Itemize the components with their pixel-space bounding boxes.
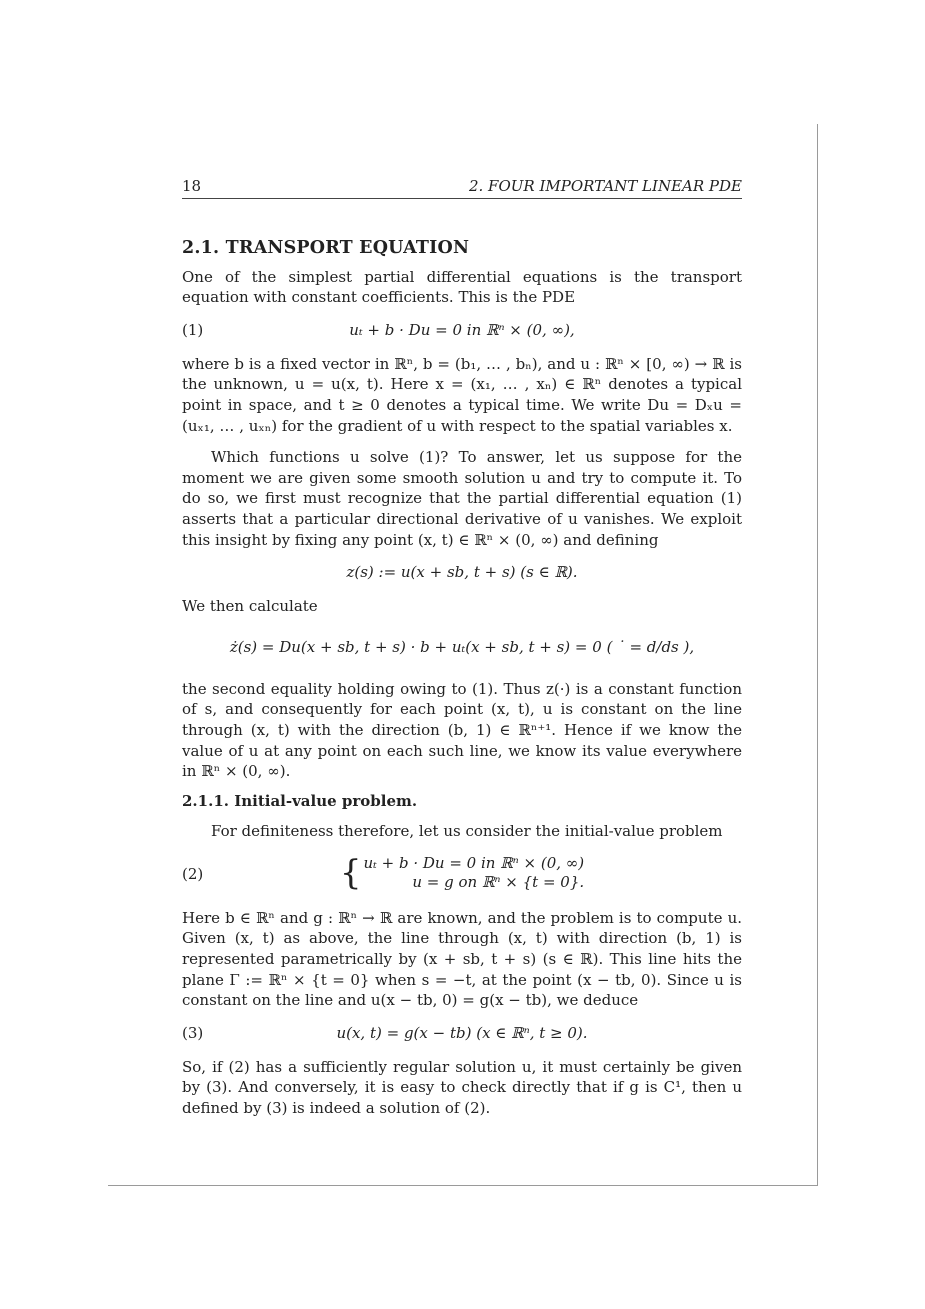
equation-1-body: uₜ + b · Du = 0 in ℝⁿ × (0, ∞),: [349, 320, 575, 339]
equation-zdot-body: ż(s) = Du(x + sb, t + s) · b + uₜ(x + sb, t + s) = 0 ( ˙ = d/ds ),: [229, 637, 695, 656]
equation-2-line-1: uₜ + b · Du = 0 in ℝⁿ × (0, ∞): [363, 853, 585, 872]
header-rule: [182, 198, 742, 199]
page-number: 18: [182, 177, 202, 195]
chapter-title: 2. FOUR IMPORTANT LINEAR PDE: [468, 177, 742, 195]
equation-zdot: [182, 629, 742, 665]
paragraph-solution: Here b ∈ ℝⁿ and g : ℝⁿ → ℝ are known, and the problem is to compute u. Given (x, t) as above, the line through (x, t) with direction (b, 1) is represented parametrically by (x + sb, t + s) (s ∈ ℝ). This line hits the plane Γ := ℝⁿ × {t = 0} when s = −t, at the point (x − tb, 0). Since u is constant on the line and u(x − tb, 0) = g(x − tb), we deduce: [182, 908, 742, 1010]
paragraph-intro: One of the simplest partial differential equations is the transport equation with constant coefficients. This is the PDE: [182, 267, 742, 307]
equation-z-body: z(s) := u(x + sb, t + s) (s ∈ ℝ).: [346, 563, 578, 582]
equation-2-label: (2): [182, 864, 204, 883]
paragraph-conclusion: the second equality holding owing to (1). Thus z(·) is a constant function of s, and consequently for each point (x, t), u is constant on the line through (x, t) with the direction (b, 1) ∈ ℝⁿ⁺¹. Hence if we know the value of u at any point on each such line, we know its value everywhere in ℝⁿ × (0, ∞).: [182, 679, 742, 781]
book-page: [182, 176, 742, 1119]
page-border-bottom: [108, 1185, 818, 1186]
left-brace-icon: {: [339, 852, 362, 893]
page-border-right: [817, 124, 818, 1186]
equation-2: [182, 854, 742, 894]
paragraph-calculate: We then calculate: [182, 597, 318, 616]
equation-2-line-2: u = g on ℝⁿ × {t = 0}.: [412, 872, 585, 891]
equation-z: [182, 562, 742, 582]
equation-1-label: (1): [182, 320, 204, 339]
equation-3: [182, 1023, 742, 1043]
equation-3-body: u(x, t) = g(x − tb) (x ∈ ℝⁿ, t ≥ 0).: [336, 1023, 588, 1042]
paragraph-final: So, if (2) has a sufficiently regular solution u, it must certainly be given by (3). And conversely, it is easy to check directly that if g is C¹, then u defined by (3) is indeed a solution of (2).: [182, 1057, 742, 1118]
section-title: 2.1. TRANSPORT EQUATION: [182, 238, 470, 258]
running-header: [182, 176, 742, 198]
equation-3-label: (3): [182, 1023, 204, 1042]
subsection-title: 2.1.1. Initial-value problem.: [182, 791, 418, 810]
paragraph-ivp-intro: For definiteness therefore, let us consider the initial-value problem: [211, 822, 723, 841]
paragraph-derivation: Which functions u solve (1)? To answer, let us suppose for the moment we are given some smooth solution u and try to compute it. To do so, we first must recognize that the partial differential equation (1) asserts that a particular directional derivative of u vanishes. We exploit this insight by fixing any point (x, t) ∈ ℝⁿ × (0, ∞) and defining: [182, 448, 742, 549]
paragraph-definitions: where b is a fixed vector in ℝⁿ, b = (b₁, … , bₙ), and u : ℝⁿ × [0, ∞) → ℝ is the unknown, u = u(x, t). Here x = (x₁, … , xₙ) ∈ ℝⁿ denotes a typical point in space, and t ≥ 0 denotes a typical time. We write Du = Dₓu = (uₓ₁, … , uₓₙ) for the gradient of u with respect to the spatial variables x.: [182, 354, 742, 435]
equation-1: [182, 320, 742, 340]
